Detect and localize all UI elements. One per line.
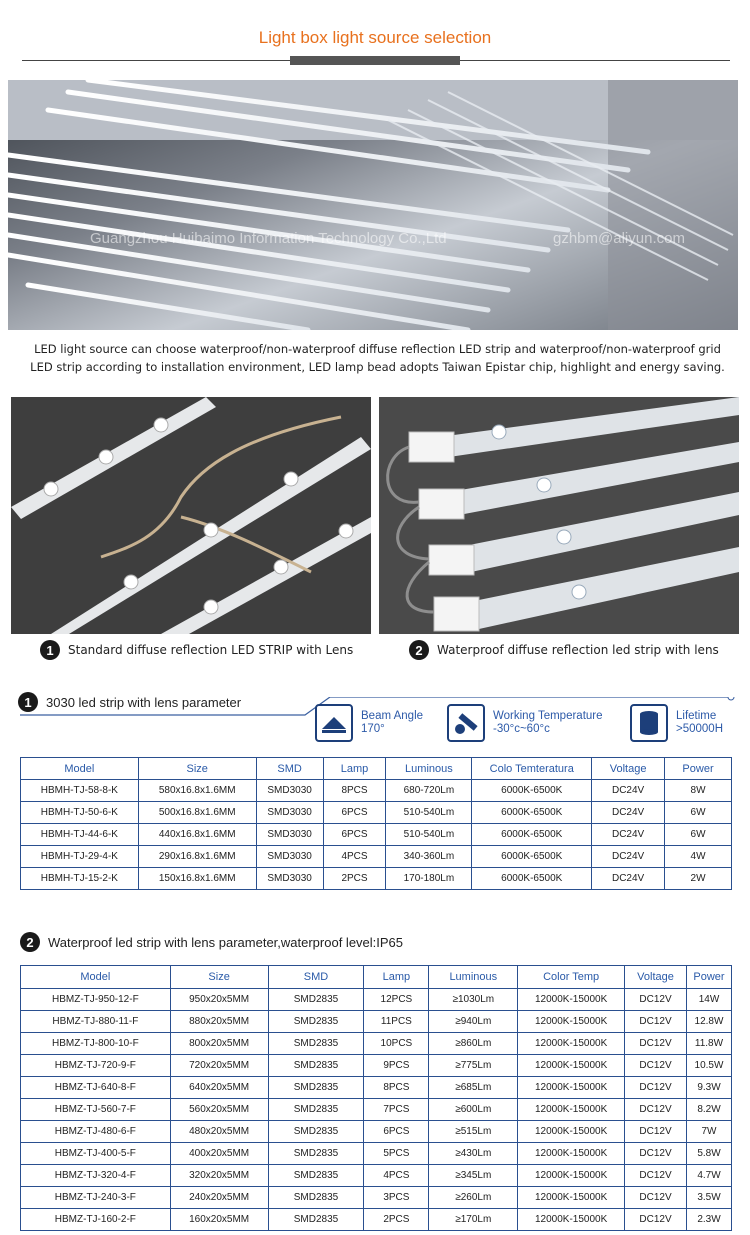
column-header: Lamp: [323, 758, 386, 780]
column-header: Lamp: [364, 966, 429, 989]
table-cell: ≥170Lm: [429, 1209, 518, 1231]
table-cell: 12000K-15000K: [518, 1187, 625, 1209]
table-cell: 6000K-6500K: [472, 802, 592, 824]
table-cell: HBMH-TJ-50-6-K: [21, 802, 139, 824]
table-cell: 10PCS: [364, 1033, 429, 1055]
feature-beam-angle-value: 170°: [361, 723, 385, 735]
column-header: Color Temp: [518, 966, 625, 989]
section-2-title: [20, 932, 403, 952]
table-cell: 6W: [665, 824, 732, 846]
table-cell: 6000K-6500K: [472, 824, 592, 846]
table-cell: ≥775Lm: [429, 1055, 518, 1077]
table-cell: 6PCS: [323, 824, 386, 846]
feature-lifetime-label: Lifetime: [676, 710, 717, 722]
photo-waterproof-led-strip: [379, 397, 739, 634]
table-cell: 2W: [665, 868, 732, 890]
column-header: Luminous: [429, 966, 518, 989]
number-badge: 1: [40, 640, 60, 660]
table-cell: 9PCS: [364, 1055, 429, 1077]
table-cell: 3PCS: [364, 1187, 429, 1209]
feature-lifetime-value: >50000H: [676, 723, 723, 735]
table-cell: 510-540Lm: [386, 802, 472, 824]
table-cell: ≥860Lm: [429, 1033, 518, 1055]
table-cell: HBMZ-TJ-800-10-F: [21, 1033, 171, 1055]
table-cell: 320x20x5MM: [170, 1165, 268, 1187]
number-badge: 1: [18, 692, 38, 712]
table-cell: 12000K-15000K: [518, 989, 625, 1011]
page-title: Light box light source selection: [258, 28, 492, 47]
table-cell: 6000K-6500K: [472, 780, 592, 802]
table-cell: ≥1030Lm: [429, 989, 518, 1011]
table-cell: HBMZ-TJ-240-3-F: [21, 1187, 171, 1209]
table-cell: HBMZ-TJ-880-11-F: [21, 1011, 171, 1033]
section-2-title-text: Waterproof led strip with lens parameter,waterproof level:IP65: [48, 934, 404, 950]
table-cell: SMD3030: [256, 868, 323, 890]
description: [20, 340, 735, 376]
table-cell: 510-540Lm: [386, 824, 472, 846]
table-cell: 12PCS: [364, 989, 429, 1011]
feature-beam-angle: [315, 704, 423, 742]
grid-strip-illustration: [11, 397, 371, 634]
table-row: [21, 802, 732, 824]
caption-text: Waterproof diffuse reflection led strip with lens: [437, 643, 719, 657]
table-cell: HBMH-TJ-58-8-K: [21, 780, 139, 802]
table-row: [21, 780, 732, 802]
caption-text: Standard diffuse reflection LED STRIP with Lens: [68, 643, 354, 657]
table-cell: ≥260Lm: [429, 1187, 518, 1209]
hero-watermark-email: gzhbm@aliyun.com: [553, 230, 685, 247]
table-cell: SMD2835: [268, 1011, 364, 1033]
table-cell: DC24V: [592, 802, 665, 824]
table-cell: 6000K-6500K: [472, 846, 592, 868]
table-cell: 720x20x5MM: [170, 1055, 268, 1077]
table-cell: DC12V: [625, 1165, 687, 1187]
table-cell: HBMZ-TJ-160-2-F: [21, 1209, 171, 1231]
table-cell: 640x20x5MM: [170, 1077, 268, 1099]
table-cell: SMD2835: [268, 1209, 364, 1231]
feature-working-temperature: [447, 704, 603, 742]
beam-angle-icon: [315, 704, 353, 742]
feature-lifetime: [630, 704, 723, 742]
column-header: Model: [21, 758, 139, 780]
section-1-title-text: 3030 led strip with lens parameter: [46, 694, 242, 710]
spec-table-3030: [20, 757, 732, 890]
table-row: [21, 846, 732, 868]
table-header-row: [21, 758, 732, 780]
table-cell: 240x20x5MM: [170, 1187, 268, 1209]
table-cell: SMD2835: [268, 1033, 364, 1055]
table-cell: DC24V: [592, 824, 665, 846]
table-cell: 4W: [665, 846, 732, 868]
table-row: [21, 868, 732, 890]
table-cell: DC12V: [625, 1187, 687, 1209]
table-row: [21, 1165, 732, 1187]
table-cell: 950x20x5MM: [170, 989, 268, 1011]
table-cell: 290x16.8x1.6MM: [138, 846, 256, 868]
feature-beam-angle-label: Beam Angle: [361, 710, 424, 722]
table-cell: 12000K-15000K: [518, 1209, 625, 1231]
column-header: SMD: [268, 966, 364, 989]
table-cell: HBMH-TJ-15-2-K: [21, 868, 139, 890]
table-cell: 12.8W: [686, 1011, 731, 1033]
table-cell: 8.2W: [686, 1099, 731, 1121]
table-cell: ≥600Lm: [429, 1099, 518, 1121]
table-cell: ≥685Lm: [429, 1077, 518, 1099]
table-cell: SMD2835: [268, 1055, 364, 1077]
table-cell: 9.3W: [686, 1077, 731, 1099]
table-cell: ≥515Lm: [429, 1121, 518, 1143]
table-cell: 5PCS: [364, 1143, 429, 1165]
column-header: SMD: [256, 758, 323, 780]
table-row: [21, 1099, 732, 1121]
table-cell: SMD3030: [256, 780, 323, 802]
table-cell: 6W: [665, 802, 732, 824]
table-cell: 6000K-6500K: [472, 868, 592, 890]
table-cell: SMD3030: [256, 824, 323, 846]
table-row: [21, 1121, 732, 1143]
table-cell: DC12V: [625, 1011, 687, 1033]
table-cell: 3.5W: [686, 1187, 731, 1209]
table-cell: 6PCS: [323, 802, 386, 824]
description-line-1: LED light source can choose waterproof/non-waterproof diffuse reflection LED strip and waterproof/non-waterproof grid: [34, 342, 721, 356]
title-accent-bar: [290, 56, 460, 65]
table-cell: HBMH-TJ-44-6-K: [21, 824, 139, 846]
table-row: [21, 1011, 732, 1033]
table-cell: 880x20x5MM: [170, 1011, 268, 1033]
spec-table-waterproof: [20, 965, 732, 1231]
table-cell: HBMH-TJ-29-4-K: [21, 846, 139, 868]
table-cell: 12000K-15000K: [518, 1033, 625, 1055]
column-header: Luminous: [386, 758, 472, 780]
table-cell: SMD2835: [268, 1099, 364, 1121]
table-cell: 170-180Lm: [386, 868, 472, 890]
table-cell: HBMZ-TJ-720-9-F: [21, 1055, 171, 1077]
table-cell: 11PCS: [364, 1011, 429, 1033]
table-cell: 8PCS: [323, 780, 386, 802]
table-cell: 8PCS: [364, 1077, 429, 1099]
table-cell: 6PCS: [364, 1121, 429, 1143]
table-cell: HBMZ-TJ-950-12-F: [21, 989, 171, 1011]
table-cell: 12000K-15000K: [518, 1055, 625, 1077]
table-cell: 5.8W: [686, 1143, 731, 1165]
table-cell: HBMZ-TJ-400-5-F: [21, 1143, 171, 1165]
table-cell: 12000K-15000K: [518, 1077, 625, 1099]
table-cell: 340-360Lm: [386, 846, 472, 868]
caption-2: [409, 640, 719, 660]
table-cell: 480x20x5MM: [170, 1121, 268, 1143]
hero-photo-led-strips: [8, 80, 738, 330]
description-line-2: LED strip according to installation environment, LED lamp bead adopts Taiwan Epistar chip, highlight and energy saving.: [30, 360, 725, 374]
table-cell: DC24V: [592, 780, 665, 802]
table-cell: SMD3030: [256, 802, 323, 824]
number-badge: 2: [409, 640, 429, 660]
table-cell: DC12V: [625, 1143, 687, 1165]
table-cell: 12000K-15000K: [518, 1011, 625, 1033]
table-cell: 2PCS: [323, 868, 386, 890]
table-cell: DC24V: [592, 868, 665, 890]
table-cell: SMD2835: [268, 1077, 364, 1099]
table-cell: HBMZ-TJ-480-6-F: [21, 1121, 171, 1143]
table-cell: 10.5W: [686, 1055, 731, 1077]
table-row: [21, 1209, 732, 1231]
column-header: Voltage: [625, 966, 687, 989]
temperature-icon: [447, 704, 485, 742]
table-cell: DC12V: [625, 1209, 687, 1231]
spec-table-waterproof-body: [21, 989, 732, 1231]
table-cell: 4PCS: [323, 846, 386, 868]
table-cell: DC12V: [625, 1077, 687, 1099]
hero-watermark-company: Guangzhou Huibaimo Information Technology Co.,Ltd: [90, 230, 447, 247]
table-cell: 800x20x5MM: [170, 1033, 268, 1055]
feature-temperature-value: -30°c~60°c: [493, 723, 550, 735]
column-header: Model: [21, 966, 171, 989]
number-badge: 2: [20, 932, 40, 952]
table-cell: 4PCS: [364, 1165, 429, 1187]
column-header: Voltage: [592, 758, 665, 780]
table-cell: 12000K-15000K: [518, 1121, 625, 1143]
table-cell: SMD2835: [268, 989, 364, 1011]
table-row: [21, 824, 732, 846]
table-cell: 500x16.8x1.6MM: [138, 802, 256, 824]
column-header: Size: [138, 758, 256, 780]
table-cell: 160x20x5MM: [170, 1209, 268, 1231]
photo-standard-led-strip: [11, 397, 371, 634]
table-cell: 2.3W: [686, 1209, 731, 1231]
table-cell: HBMZ-TJ-640-8-F: [21, 1077, 171, 1099]
table-cell: SMD2835: [268, 1187, 364, 1209]
led-strips-illustration: [8, 80, 738, 330]
table-cell: SMD2835: [268, 1121, 364, 1143]
table-cell: SMD2835: [268, 1143, 364, 1165]
table-cell: ≥430Lm: [429, 1143, 518, 1165]
table-cell: 400x20x5MM: [170, 1143, 268, 1165]
table-cell: DC12V: [625, 989, 687, 1011]
table-cell: 2PCS: [364, 1209, 429, 1231]
table-cell: 150x16.8x1.6MM: [138, 868, 256, 890]
table-cell: 12000K-15000K: [518, 1165, 625, 1187]
table-cell: 8W: [665, 780, 732, 802]
column-header: Power: [686, 966, 731, 989]
table-cell: HBMZ-TJ-320-4-F: [21, 1165, 171, 1187]
table-cell: 4.7W: [686, 1165, 731, 1187]
column-header: Size: [170, 966, 268, 989]
lifetime-icon: [630, 704, 668, 742]
table-cell: 7W: [686, 1121, 731, 1143]
table-cell: 7PCS: [364, 1099, 429, 1121]
column-header: Power: [665, 758, 732, 780]
table-cell: 14W: [686, 989, 731, 1011]
caption-1: [40, 640, 353, 660]
column-header: Colo Temteratura: [472, 758, 592, 780]
table-row: [21, 1055, 732, 1077]
waterproof-strip-illustration: [379, 397, 739, 634]
table-cell: SMD3030: [256, 846, 323, 868]
table-row: [21, 1033, 732, 1055]
table-row: [21, 989, 732, 1011]
table-cell: 560x20x5MM: [170, 1099, 268, 1121]
spec-table-3030-body: [21, 780, 732, 890]
table-cell: 11.8W: [686, 1033, 731, 1055]
table-cell: DC12V: [625, 1099, 687, 1121]
table-cell: 440x16.8x1.6MM: [138, 824, 256, 846]
table-cell: SMD2835: [268, 1165, 364, 1187]
table-cell: ≥940Lm: [429, 1011, 518, 1033]
table-row: [21, 1187, 732, 1209]
table-cell: DC12V: [625, 1121, 687, 1143]
table-cell: 580x16.8x1.6MM: [138, 780, 256, 802]
table-cell: 12000K-15000K: [518, 1143, 625, 1165]
table-cell: 680-720Lm: [386, 780, 472, 802]
table-row: [21, 1143, 732, 1165]
feature-temperature-label: Working Temperature: [493, 710, 603, 722]
table-cell: ≥345Lm: [429, 1165, 518, 1187]
table-cell: DC24V: [592, 846, 665, 868]
table-cell: HBMZ-TJ-560-7-F: [21, 1099, 171, 1121]
table-cell: DC12V: [625, 1033, 687, 1055]
table-row: [21, 1077, 732, 1099]
table-cell: DC12V: [625, 1055, 687, 1077]
table-cell: 12000K-15000K: [518, 1099, 625, 1121]
table-header-row: [21, 966, 732, 989]
